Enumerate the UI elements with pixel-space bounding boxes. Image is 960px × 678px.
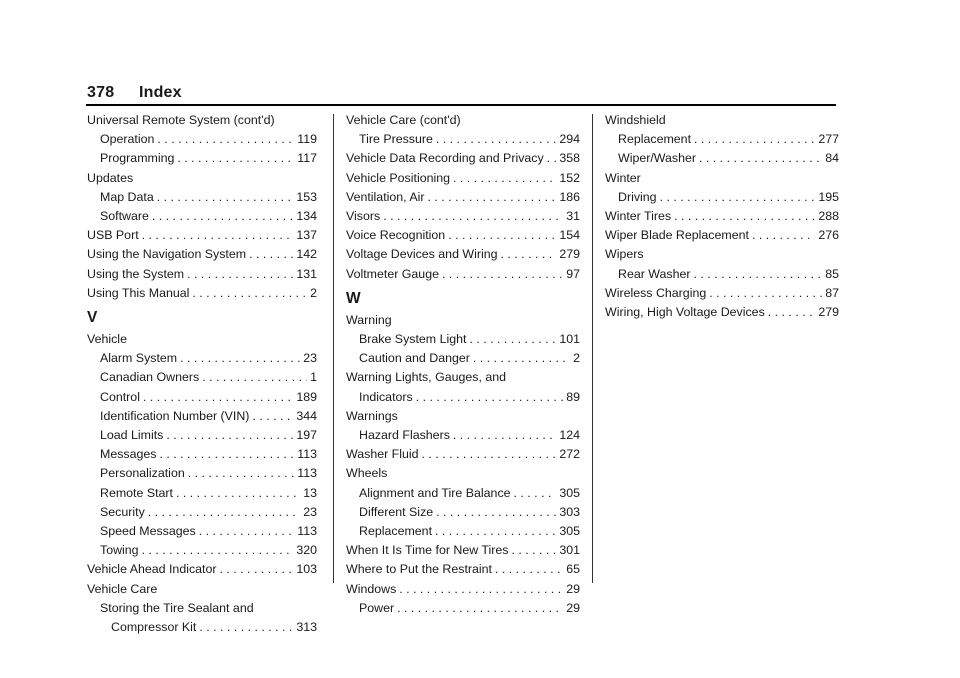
entry-label: Messages: [100, 447, 157, 462]
dot-leader: [187, 265, 293, 284]
dot-leader: [142, 226, 294, 245]
entry-page-number[interactable]: 84: [825, 151, 839, 166]
dot-leader: [453, 426, 556, 445]
entry-page-number[interactable]: 85: [825, 266, 839, 281]
entry-label: Indicators: [359, 389, 413, 404]
index-entry[interactable]: [605, 226, 839, 245]
entry-page-number[interactable]: 1: [310, 370, 317, 385]
entry-page-number[interactable]: 288: [818, 209, 839, 224]
entry-label: Compressor Kit: [111, 620, 197, 635]
index-entry[interactable]: [346, 580, 580, 599]
index-heading: Warnings: [346, 408, 398, 423]
index-heading: Windshield: [605, 113, 666, 127]
dot-leader: [142, 541, 294, 560]
dot-leader: [397, 599, 563, 618]
entry-page-number[interactable]: 113: [297, 447, 317, 462]
entry-label: Replacement: [359, 524, 433, 539]
entry-label: Ventilation, Air: [346, 189, 425, 204]
entry-page-number[interactable]: 186: [559, 189, 580, 204]
entry-page-number[interactable]: 344: [296, 408, 317, 423]
entry-page-number[interactable]: 189: [296, 389, 317, 404]
entry-label: Using the Navigation System: [87, 247, 247, 262]
entry-label: Alignment and Tire Balance: [359, 485, 511, 500]
index-entry[interactable]: [346, 245, 580, 264]
index-entry[interactable]: [346, 445, 580, 464]
entry-label: Programming: [100, 151, 175, 166]
entry-label: Software: [100, 209, 149, 224]
dot-leader: [435, 522, 556, 541]
dot-leader: [694, 130, 815, 149]
index-heading: Winter: [605, 170, 641, 185]
index-entry[interactable]: [346, 484, 580, 503]
entry-label: Hazard Flashers: [359, 428, 450, 443]
entry-label: Control: [100, 389, 140, 404]
index-heading: Vehicle Care (cont'd): [346, 113, 461, 127]
dot-leader: [159, 445, 294, 464]
dot-leader: [157, 188, 294, 207]
entry-page-number[interactable]: 142: [296, 247, 317, 262]
entry-label: Using This Manual: [87, 285, 190, 300]
entry-page-number[interactable]: 320: [296, 543, 317, 558]
entry-page-number[interactable]: 113: [297, 524, 317, 539]
index-entry[interactable]: [87, 265, 317, 284]
entry-page-number[interactable]: 29: [566, 600, 580, 615]
index-entry[interactable]: [605, 303, 839, 322]
column-divider: [592, 114, 593, 583]
index-entry[interactable]: [605, 149, 839, 168]
dot-leader: [752, 226, 815, 245]
dot-leader: [399, 580, 563, 599]
dot-leader: [176, 484, 300, 503]
dot-leader: [660, 188, 816, 207]
section-letter: W: [346, 289, 361, 307]
entry-page-number[interactable]: 272: [559, 447, 580, 462]
index-entry[interactable]: [87, 188, 317, 207]
index-entry[interactable]: [87, 226, 317, 245]
dot-leader: [547, 149, 557, 168]
dot-leader: [512, 541, 557, 560]
entry-page-number[interactable]: 2: [310, 285, 317, 300]
entry-page-number[interactable]: 134: [296, 209, 317, 224]
index-entry[interactable]: [346, 169, 580, 188]
entry-page-number[interactable]: 313: [296, 620, 317, 635]
index-entry[interactable]: [87, 541, 317, 560]
index-heading: Universal Remote System (cont'd): [87, 113, 275, 127]
entry-label: Tire Pressure: [359, 132, 433, 147]
page-header: [87, 84, 182, 102]
entry-label: Rear Washer: [618, 266, 691, 281]
entry-page-number[interactable]: 23: [303, 351, 317, 366]
dot-leader: [148, 503, 300, 522]
dot-leader: [442, 265, 563, 284]
entry-page-number[interactable]: 23: [303, 504, 317, 519]
entry-page-number[interactable]: 29: [566, 581, 580, 596]
page-number: 378: [87, 84, 115, 101]
index-entry[interactable]: [87, 484, 317, 503]
entry-page-number[interactable]: 87: [825, 285, 839, 300]
entry-page-number[interactable]: 117: [297, 151, 317, 166]
entry-label: Visors: [346, 209, 381, 224]
entry-label: Wiring, High Voltage Devices: [605, 305, 765, 320]
index-column-1: [87, 111, 317, 637]
index-entry[interactable]: [605, 207, 839, 226]
index-entry[interactable]: [346, 560, 580, 579]
dot-leader: [202, 368, 307, 387]
index-entry[interactable]: [605, 188, 839, 207]
index-heading: Updates: [87, 170, 134, 185]
entry-page-number[interactable]: 303: [559, 504, 580, 519]
index-entry[interactable]: [87, 445, 317, 464]
entry-label: Personalization: [100, 466, 185, 481]
entry-page-number[interactable]: 294: [559, 132, 580, 147]
entry-label: When It Is Time for New Tires: [346, 543, 509, 558]
entry-label: Speed Messages: [100, 524, 196, 539]
entry-page-number[interactable]: 279: [818, 305, 839, 320]
index-heading: Warning: [346, 312, 392, 327]
index-heading: Vehicle Care: [87, 581, 158, 596]
entry-page-number[interactable]: 13: [303, 485, 317, 500]
dot-leader: [768, 303, 816, 322]
entry-page-number[interactable]: 89: [566, 389, 580, 404]
index-entry[interactable]: [346, 599, 580, 618]
entry-label: Winter Tires: [605, 209, 672, 224]
index-entry[interactable]: [87, 130, 317, 149]
dot-leader: [453, 169, 556, 188]
index-entry[interactable]: [87, 618, 317, 637]
entry-label: Operation: [100, 132, 155, 147]
index-entry[interactable]: [346, 349, 580, 368]
dot-leader: [199, 522, 294, 541]
dot-leader: [199, 618, 293, 637]
dot-leader: [699, 149, 822, 168]
dot-leader: [252, 407, 293, 426]
header-rule: [86, 104, 836, 106]
entry-label: Voltmeter Gauge: [346, 266, 439, 281]
dot-leader: [436, 130, 556, 149]
entry-page-number[interactable]: 305: [559, 524, 580, 539]
dot-leader: [495, 560, 563, 579]
index-entry[interactable]: [87, 284, 317, 303]
dot-leader: [694, 265, 823, 284]
column-divider: [333, 114, 334, 583]
entry-label: Map Data: [100, 189, 154, 204]
entry-page-number[interactable]: 131: [296, 266, 317, 281]
entry-page-number[interactable]: 154: [559, 228, 580, 243]
index-entry[interactable]: [346, 265, 580, 284]
entry-label: Towing: [100, 543, 139, 558]
entry-page-number[interactable]: 65: [566, 562, 580, 577]
entry-page-number[interactable]: 113: [297, 466, 317, 481]
index-entry[interactable]: [346, 149, 580, 168]
dot-leader: [501, 245, 557, 264]
entry-page-number[interactable]: 277: [818, 132, 839, 147]
entry-page-number[interactable]: 97: [566, 266, 580, 281]
entry-label: Load Limits: [100, 428, 164, 443]
index-heading: Vehicle: [87, 332, 127, 347]
entry-label: Canadian Owners: [100, 370, 200, 385]
index-entry[interactable]: [346, 207, 580, 226]
dot-leader: [157, 130, 294, 149]
dot-leader: [192, 284, 307, 303]
index-entry[interactable]: [87, 464, 317, 483]
entry-label: Driving: [618, 189, 657, 204]
entry-label: Replacement: [618, 132, 692, 147]
index-entry[interactable]: [87, 407, 317, 426]
entry-label: Voltage Devices and Wiring: [346, 247, 498, 262]
dot-leader: [428, 188, 557, 207]
dot-leader: [188, 464, 295, 483]
index-entry[interactable]: [87, 560, 317, 579]
index-entry[interactable]: [87, 207, 317, 226]
dot-leader: [436, 503, 556, 522]
index-entry[interactable]: [346, 503, 580, 522]
entry-label: Vehicle Data Recording and Privacy: [346, 151, 544, 166]
entry-label: Power: [359, 600, 395, 615]
entry-label: Different Size: [359, 504, 434, 519]
page-title: Index: [138, 84, 182, 101]
index-entry[interactable]: [87, 388, 317, 407]
entry-page-number[interactable]: 301: [559, 543, 580, 558]
entry-page-number[interactable]: 152: [559, 170, 580, 185]
dot-leader: [220, 560, 294, 579]
entry-page-number[interactable]: 279: [559, 247, 580, 262]
dot-leader: [177, 149, 294, 168]
index-entry[interactable]: [87, 245, 317, 264]
entry-label: Identification Number (VIN): [100, 408, 250, 423]
index-entry[interactable]: [605, 284, 839, 303]
index-entry[interactable]: [605, 130, 839, 149]
entry-page-number[interactable]: 124: [559, 428, 580, 443]
dot-leader: [674, 207, 815, 226]
index-column-3: [605, 111, 839, 322]
dot-leader: [473, 349, 570, 368]
entry-label: Vehicle Ahead Indicator: [87, 562, 217, 577]
section-letter: V: [87, 309, 98, 327]
entry-label: Security: [100, 504, 145, 519]
entry-label: Windows: [346, 581, 397, 596]
entry-page-number[interactable]: 2: [573, 351, 580, 366]
dot-leader: [152, 207, 293, 226]
index-entry[interactable]: [605, 265, 839, 284]
index-entry[interactable]: [87, 368, 317, 387]
index-entry[interactable]: [87, 503, 317, 522]
entry-label: Alarm System: [100, 351, 178, 366]
entry-label: Remote Start: [100, 485, 173, 500]
index-entry[interactable]: [346, 330, 580, 349]
entry-label: Wireless Charging: [605, 285, 707, 300]
dot-leader: [143, 388, 293, 407]
entry-page-number[interactable]: 137: [296, 228, 317, 243]
dot-leader: [709, 284, 822, 303]
dot-leader: [448, 226, 556, 245]
index-entry[interactable]: [346, 388, 580, 407]
index-heading: Wheels: [346, 466, 388, 481]
entry-page-number[interactable]: 358: [559, 151, 580, 166]
dot-leader: [416, 388, 563, 407]
entry-label: Voice Recognition: [346, 228, 446, 243]
dot-leader: [383, 207, 563, 226]
index-entry[interactable]: [87, 349, 317, 368]
entry-label: Wiper Blade Replacement: [605, 228, 749, 243]
index-entry[interactable]: [346, 426, 580, 445]
dot-leader: [180, 349, 300, 368]
entry-page-number[interactable]: 195: [818, 189, 839, 204]
index-entry[interactable]: [87, 149, 317, 168]
index-heading: Warning Lights, Gauges, and: [346, 370, 507, 385]
entry-page-number[interactable]: 153: [296, 189, 317, 204]
entry-page-number[interactable]: 31: [566, 209, 580, 224]
entry-label: Wiper/Washer: [618, 151, 697, 166]
entry-page-number[interactable]: 101: [559, 332, 580, 347]
entry-label: Where to Put the Restraint: [346, 562, 493, 577]
index-column-2: [346, 111, 580, 618]
entry-label: Using the System: [87, 266, 185, 281]
index-entry[interactable]: [346, 226, 580, 245]
entry-page-number[interactable]: 119: [297, 132, 317, 147]
entry-page-number[interactable]: 305: [559, 485, 580, 500]
entry-label: Vehicle Positioning: [346, 170, 451, 185]
dot-leader: [249, 245, 293, 264]
dot-leader: [469, 330, 556, 349]
entry-page-number[interactable]: 276: [818, 228, 839, 243]
entry-label: Caution and Danger: [359, 351, 470, 366]
entry-page-number[interactable]: 197: [296, 428, 317, 443]
index-entry[interactable]: [87, 522, 317, 541]
index-entry[interactable]: [346, 541, 580, 560]
entry-label: Brake System Light: [359, 332, 467, 347]
dot-leader: [166, 426, 293, 445]
index-heading: Wipers: [605, 247, 644, 262]
index-entry[interactable]: [87, 426, 317, 445]
entry-page-number[interactable]: 103: [296, 562, 317, 577]
entry-label: USB Port: [87, 228, 139, 243]
index-heading: Storing the Tire Sealant and: [100, 600, 254, 615]
index-entry[interactable]: [346, 130, 580, 149]
index-entry[interactable]: [346, 522, 580, 541]
entry-label: Washer Fluid: [346, 447, 419, 462]
dot-leader: [514, 484, 557, 503]
dot-leader: [422, 445, 557, 464]
index-entry[interactable]: [346, 188, 580, 207]
